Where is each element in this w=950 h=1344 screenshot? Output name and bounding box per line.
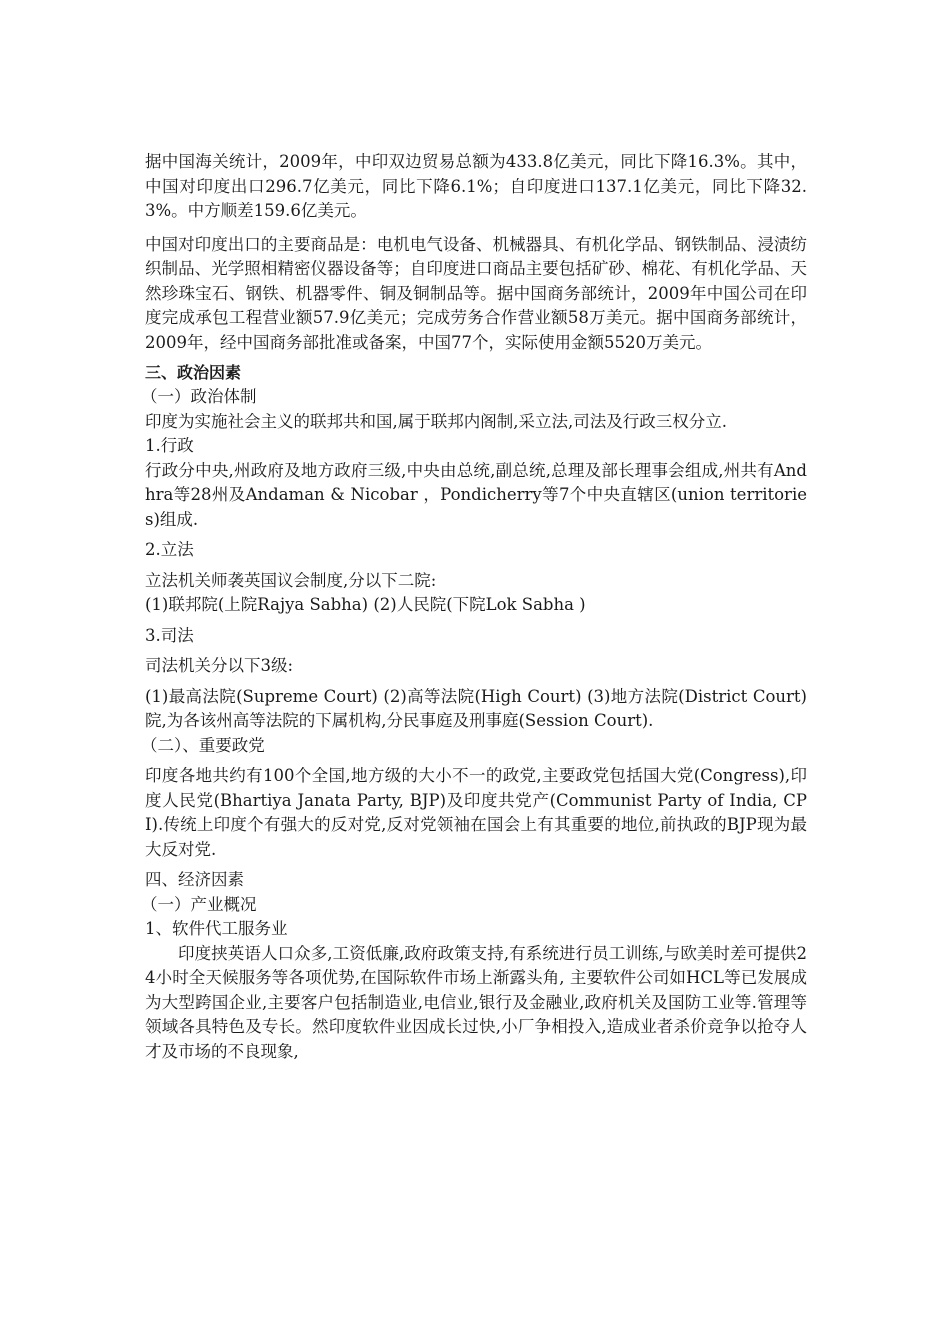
subheading-judicial: 3.司法 bbox=[145, 625, 194, 645]
main-goods-paragraph: 中国对印度出口的主要商品是：电机电气设备、机械器具、有机化学品、钢铁制品、浸渍纺织制品、光学照相精密仪器设备等；自印度进口商品主要包括矿砂、棉花、有机化学品、天然珍珠宝石、钢铁、机器零件、铜及铜制品等。据中国商务部统计，2009年中国公司在印度完成承包工程营业额57.9亿美元；完成劳务合作营业额58万美元。据中国商务部统计，2009年，经中国商务部批准或备案，中国77个，实际使用金额5520万美元。 bbox=[145, 234, 807, 352]
judicial-levels-paragraph: (1)最高法院(Supreme Court) (2)高等法院(High Court) (3)地方法院(District Court) 院,为各该州高等法院的下属机构,分民事庭及刑事庭(Session Court). bbox=[145, 686, 807, 730]
software-paragraph: 印度挟英语人口众多,工资低廉,政府政策支持,有系统进行员工训练,与欧美时差可提供24小时全天候服务等各项优势,在国际软件市场上渐露头角, 主要软件公司如HCL等已发展成为大型跨国企业,主要客户包括制造业,电信业,银行及金融业,政府机关及国防工业等.管理等领域各具特色及专长。然印度软件业因成长过快,小厂争相投入,造成业者杀价竞争以抢夺人才及市场的不良现象, bbox=[145, 943, 807, 1061]
section-heading-economy: 四、经济因素 bbox=[145, 870, 244, 889]
subheading-software: 1、软件代工服务业 bbox=[145, 919, 288, 938]
section-heading-politics: 三、政治因素 bbox=[145, 363, 242, 382]
legislative-houses-paragraph: (1)联邦院(上院Rajya Sabha) (2)人民院(下院Lok Sabha ) bbox=[145, 595, 586, 614]
executive-paragraph: 行政分中央,州政府及地方政府三级,中央由总统,副总统,总理及部长理事会组成,州共有Andhra等28州及Andaman & Nicobar ，Pondicherry等7个中央直辖区(union territories)组成. bbox=[145, 460, 807, 529]
trade-stats-paragraph: 据中国海关统计，2009年，中印双边贸易总额为433.8亿美元，同比下降16.3%。其中，中国对印度出口296.7亿美元，同比下降6.1%；自印度进口137.1亿美元，同比下降32.3%。中方顺差159.6亿美元。 bbox=[145, 152, 807, 220]
subheading-political-system: （一）政治体制 bbox=[141, 387, 257, 406]
political-system-paragraph: 印度为实施社会主义的联邦共和国,属于联邦内阁制,采立法,司法及行政三权分立. bbox=[145, 411, 727, 431]
legislative-intro-paragraph: 立法机关师袭英国议会制度,分以下二院: bbox=[145, 570, 437, 590]
subheading-executive: 1.行政 bbox=[145, 436, 194, 455]
judicial-intro-paragraph: 司法机关分以下3级: bbox=[145, 656, 294, 675]
subheading-legislative: 2.立法 bbox=[145, 540, 194, 559]
subheading-industry: （一）产业概况 bbox=[141, 894, 257, 914]
document-page bbox=[141, 150, 807, 1064]
parties-paragraph: 印度各地共约有100个全国,地方级的大小不一的政党,主要政党包括国大党(Congress),印度人民党(Bhartiya Janata Party, BJP)及印度共党产(Communist Party of India, CPI).传统上印度个有强大的反对党,反对党领袖在国会上有其重要的地位,前执政的BJP现为最大反对党. bbox=[145, 766, 807, 859]
subheading-parties: （二）、重要政党 bbox=[141, 735, 265, 755]
